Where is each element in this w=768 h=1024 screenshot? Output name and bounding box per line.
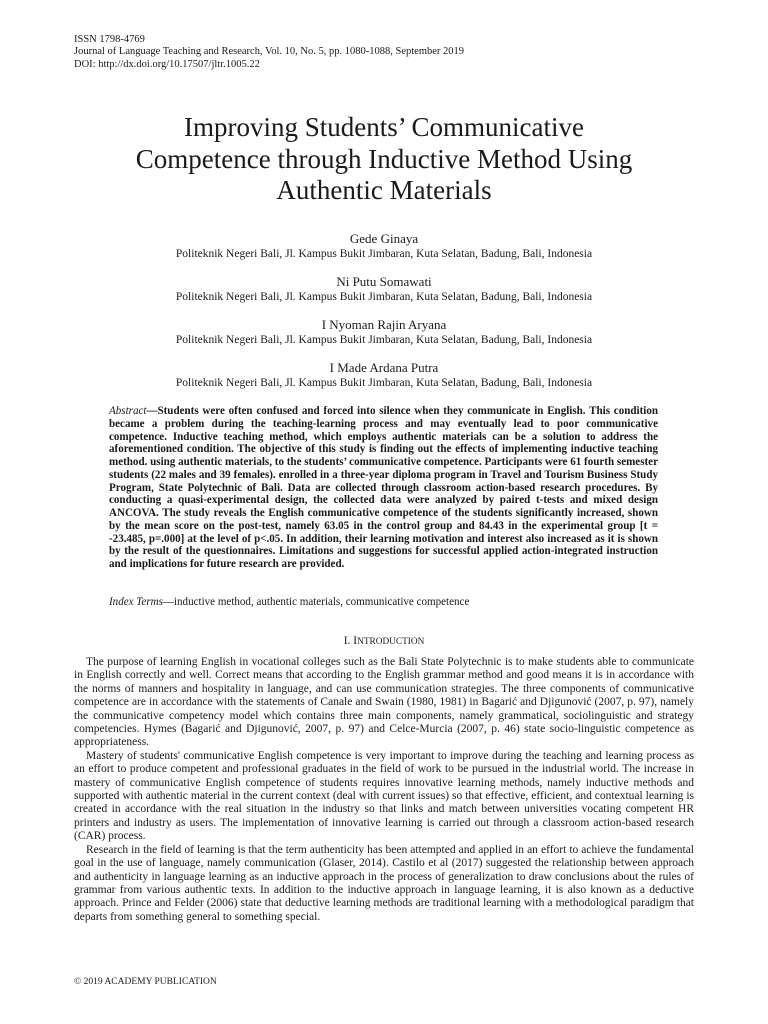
paragraph: The purpose of learning English in vocational colleges such as the Bali State Polytechnic is to make students able to communicate in English correctly and well. Correct means that according to the English grammar method and good means it is in accordance with the norms of manners and hospitality in language, and can use communication strategies. The three components of communicative competence are in accordance with the statements of Canale and Swain (1980, 1981) in Bagarić and Djigunović (2007, p. 97), namely the communicative competency model which contains three main components, namely grammatical, sociolinguistic and strategy competencies. Hymes (Bagarić and Djigunović, 2007, p. 97) and Celce-Murcia (2007, p. 46) state socio-linguistic competence as appropriateness. (74, 656, 694, 749)
author-block (70, 360, 698, 390)
doi: DOI: http://dx.doi.org/10.17507/jltr.1005.22 (74, 58, 260, 70)
paragraph: Mastery of students' communicative English competence is very important to improve during the teaching and learning process as an effort to produce competent and professional graduates in the field of work to be pursued in the industrial world. The increase in mastery of communicative English competence of students requires innovative learning methods, namely inductive methods and supported with authentic material in the current context (deal with current issues) so that effective, efficient, and contextual learning is created in accordance with the real situation in the industry so that links and match between universities vocating competent HR printers and industry as users. The implementation of innovative learning is carried out through a classroom action-based research (CAR) process. (74, 749, 694, 843)
paragraph: Research in the field of learning is that the term authenticity has been attempted and applied in an effort to achieve the fundamental goal in the use of language, namely communication (Glaser, 2014). Castilo et al (2017) suggested the relationship between approach and authenticity in language learning as an inductive approach in the process of generalization to draw conclusions about the rules of grammar from various authentic texts. In addition to the inductive approach in language learning, it is also known as a deductive approach. Prince and Felder (2006) state that deductive learning methods are traditional learning with a methodological paradigm that departs from something general to something special. (74, 843, 694, 923)
author-name: Gede Ginaya (349, 231, 419, 246)
journal-header (74, 34, 464, 71)
journal-citation: Journal of Language Teaching and Research, Vol. 10, No. 5, pp. 1080-1088, September 2019 (74, 46, 465, 58)
section-heading-rest: NTRODUCTION (357, 637, 425, 647)
author-block (70, 274, 698, 304)
index-terms-text: —inductive method, authentic materials, communicative competence (162, 596, 470, 608)
title-line: Authentic Materials (276, 175, 492, 205)
index-terms-label: Index Terms (109, 596, 163, 608)
author-list (70, 231, 698, 403)
author-affiliation: Politeknik Negeri Bali, Jl. Kampus Bukit Jimbaran, Kuta Selatan, Badung, Bali, Indonesia (175, 334, 593, 346)
abstract-text: —Students were often confused and forced into silence when they communicate in English. This condition became a problem during the teaching-learning process and may eventually lead to poor communicative competence. Inductive teaching method, which employs authentic materials can be a solution to address the aforementioned condition. The objective of this study is finding out the effects of implementing inductive teaching method. using authentic materials, to the students’ communicative competence. Participants were 61 fourth semester students (22 males and 39 females). enrolled in a three-year diploma program in Travel and Tourism Business Study Program, State Polytechnic of Bali. Data are collected through classroom action-based research procedures. By conducting a quasi-experimental design, the collected data were analyzed by paired t-tests and mixed design ANCOVA. The study reveals the English communicative competence of the students significantly increased, shown by the mean score on the post-test, namely 63.05 in the control group and 84.43 in the experimental group [t = -23.485, p=.000] at the level of p<.05. In addition, their learning motivation and interest also increased as it is shown by the result of the questionnaires. Limitations and suggestions for successful applied action-integrated instruction and implications for future research are provided. (109, 405, 658, 570)
author-name: Ni Putu Somawati (336, 274, 432, 289)
author-block (70, 231, 698, 261)
paper-title (70, 112, 698, 207)
section-heading-start: I. I (343, 635, 358, 647)
author-name: I Nyoman Rajin Aryana (321, 317, 447, 332)
author-affiliation: Politeknik Negeri Bali, Jl. Kampus Bukit Jimbaran, Kuta Selatan, Badung, Bali, Indonesia (175, 291, 593, 303)
author-name: I Made Ardana Putra (329, 360, 439, 375)
title-line: Improving Students’ Communicative (184, 112, 584, 142)
issn: ISSN 1798-4769 (74, 34, 145, 45)
title-line: Competence through Inductive Method Using (135, 143, 633, 174)
body-text (74, 656, 694, 924)
author-affiliation: Politeknik Negeri Bali, Jl. Kampus Bukit Jimbaran, Kuta Selatan, Badung, Bali, Indonesia (175, 248, 593, 260)
abstract (109, 405, 658, 571)
index-terms (109, 596, 658, 609)
author-block (70, 317, 698, 347)
section-heading (0, 634, 768, 649)
author-affiliation: Politeknik Negeri Bali, Jl. Kampus Bukit Jimbaran, Kuta Selatan, Badung, Bali, Indonesia (175, 377, 593, 389)
copyright-footer: © 2019 ACADEMY PUBLICATION (74, 977, 217, 987)
abstract-label: Abstract (109, 405, 147, 417)
